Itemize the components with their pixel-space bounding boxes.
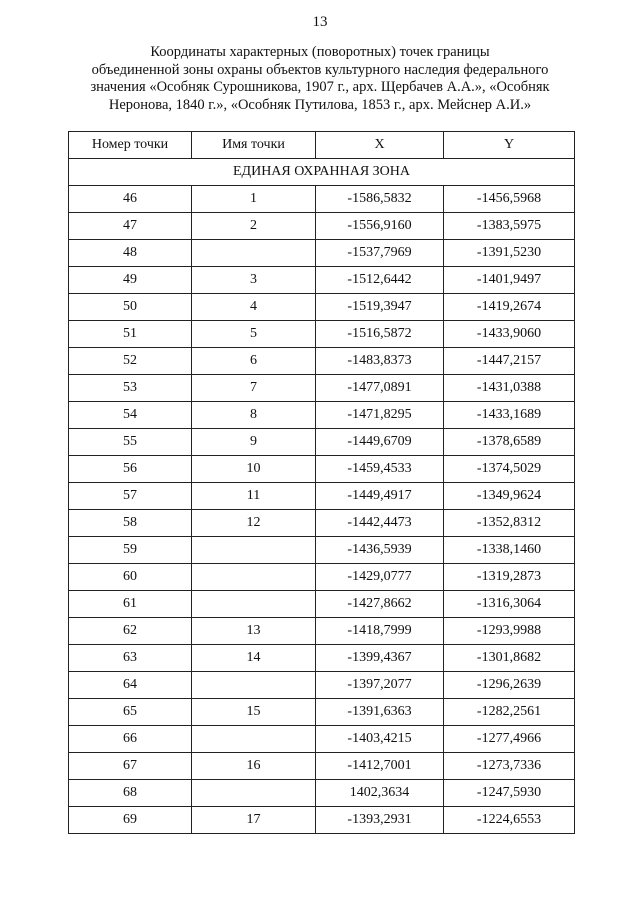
cell-point-name: 9 xyxy=(192,429,316,456)
cell-point-number: 54 xyxy=(69,402,192,429)
heading-line: объединенной зоны охраны объектов культурного наследия федерального xyxy=(91,61,549,78)
cell-y: -1247,5930 xyxy=(444,780,575,807)
cell-x: -1477,0891 xyxy=(316,375,444,402)
cell-point-number: 57 xyxy=(69,483,192,510)
table-row xyxy=(69,780,575,807)
cell-point-name: 7 xyxy=(192,375,316,402)
table-row xyxy=(69,537,575,564)
cell-y: -1273,7336 xyxy=(444,753,575,780)
cell-x: -1399,4367 xyxy=(316,645,444,672)
cell-y: -1419,2674 xyxy=(444,294,575,321)
cell-x: -1483,8373 xyxy=(316,348,444,375)
cell-x: 1402,3634 xyxy=(316,780,444,807)
coordinates-table xyxy=(68,131,575,834)
cell-x: -1393,2931 xyxy=(316,807,444,834)
cell-y: -1349,9624 xyxy=(444,483,575,510)
cell-point-name xyxy=(192,672,316,699)
cell-point-number: 47 xyxy=(69,213,192,240)
cell-x: -1537,7969 xyxy=(316,240,444,267)
table-row xyxy=(69,564,575,591)
cell-point-name xyxy=(192,726,316,753)
cell-x: -1391,6363 xyxy=(316,699,444,726)
table-row xyxy=(69,618,575,645)
cell-x: -1418,7999 xyxy=(316,618,444,645)
zone-label: ЕДИНАЯ ОХРАННАЯ ЗОНА xyxy=(69,159,575,186)
zone-label-row xyxy=(69,159,575,186)
cell-x: -1519,3947 xyxy=(316,294,444,321)
cell-x: -1436,5939 xyxy=(316,537,444,564)
cell-x: -1429,0777 xyxy=(316,564,444,591)
cell-x: -1449,4917 xyxy=(316,483,444,510)
table-row xyxy=(69,591,575,618)
cell-point-number: 46 xyxy=(69,186,192,213)
cell-x: -1516,5872 xyxy=(316,321,444,348)
cell-y: -1447,2157 xyxy=(444,348,575,375)
table-row xyxy=(69,348,575,375)
cell-point-name: 15 xyxy=(192,699,316,726)
table-row xyxy=(69,753,575,780)
cell-point-name: 11 xyxy=(192,483,316,510)
cell-x: -1556,9160 xyxy=(316,213,444,240)
page-number: 13 xyxy=(312,14,328,30)
cell-x: -1403,4215 xyxy=(316,726,444,753)
heading-line: значения «Особняк Сурошникова, 1907 г., арх. Щербачев А.А.», «Особняк xyxy=(90,79,550,95)
cell-y: -1433,1689 xyxy=(444,402,575,429)
column-header-y: Y xyxy=(444,132,575,159)
cell-point-number: 64 xyxy=(69,672,192,699)
table-row xyxy=(69,699,575,726)
table-row xyxy=(69,267,575,294)
cell-y: -1401,9497 xyxy=(444,267,575,294)
cell-point-name: 6 xyxy=(192,348,316,375)
table-row xyxy=(69,483,575,510)
column-header-point-name: Имя точки xyxy=(192,132,316,159)
table-row xyxy=(69,240,575,267)
cell-point-name xyxy=(192,240,316,267)
cell-point-number: 68 xyxy=(69,780,192,807)
cell-point-number: 53 xyxy=(69,375,192,402)
cell-x: -1586,5832 xyxy=(316,186,444,213)
cell-y: -1391,5230 xyxy=(444,240,575,267)
cell-point-number: 49 xyxy=(69,267,192,294)
table-row xyxy=(69,213,575,240)
cell-point-number: 52 xyxy=(69,348,192,375)
heading-line: Неронова, 1840 г.», «Особняк Путилова, 1853 г., арх. Мейснер А.И.» xyxy=(108,96,532,113)
table-row xyxy=(69,294,575,321)
cell-point-name: 16 xyxy=(192,753,316,780)
cell-point-name xyxy=(192,564,316,591)
cell-y: -1224,6553 xyxy=(444,807,575,834)
cell-y: -1433,9060 xyxy=(444,321,575,348)
cell-point-name: 14 xyxy=(192,645,316,672)
cell-y: -1378,6589 xyxy=(444,429,575,456)
cell-point-name: 1 xyxy=(192,186,316,213)
cell-y: -1277,4966 xyxy=(444,726,575,753)
cell-point-name: 2 xyxy=(192,213,316,240)
table-row xyxy=(69,456,575,483)
table-row xyxy=(69,672,575,699)
cell-y: -1383,5975 xyxy=(444,213,575,240)
cell-y: -1282,2561 xyxy=(444,699,575,726)
cell-point-name xyxy=(192,537,316,564)
cell-point-name: 8 xyxy=(192,402,316,429)
cell-point-number: 58 xyxy=(69,510,192,537)
cell-point-name: 13 xyxy=(192,618,316,645)
cell-point-name: 5 xyxy=(192,321,316,348)
cell-point-name: 17 xyxy=(192,807,316,834)
cell-point-number: 61 xyxy=(69,591,192,618)
table-row xyxy=(69,807,575,834)
cell-x: -1412,7001 xyxy=(316,753,444,780)
table-row xyxy=(69,186,575,213)
cell-point-number: 50 xyxy=(69,294,192,321)
cell-point-name xyxy=(192,591,316,618)
cell-point-name xyxy=(192,780,316,807)
table-row xyxy=(69,645,575,672)
cell-y: -1456,5968 xyxy=(444,186,575,213)
table-row xyxy=(69,375,575,402)
cell-point-name: 12 xyxy=(192,510,316,537)
cell-x: -1442,4473 xyxy=(316,510,444,537)
cell-y: -1338,1460 xyxy=(444,537,575,564)
table-row xyxy=(69,429,575,456)
cell-y: -1296,2639 xyxy=(444,672,575,699)
cell-y: -1374,5029 xyxy=(444,456,575,483)
cell-point-number: 63 xyxy=(69,645,192,672)
table-row xyxy=(69,726,575,753)
cell-x: -1397,2077 xyxy=(316,672,444,699)
cell-point-number: 66 xyxy=(69,726,192,753)
cell-point-name: 10 xyxy=(192,456,316,483)
cell-y: -1319,2873 xyxy=(444,564,575,591)
column-header-point-number: Номер точки xyxy=(69,132,192,159)
cell-y: -1431,0388 xyxy=(444,375,575,402)
column-header-x: X xyxy=(316,132,444,159)
cell-point-number: 59 xyxy=(69,537,192,564)
table-row xyxy=(69,402,575,429)
cell-point-number: 67 xyxy=(69,753,192,780)
cell-y: -1316,3064 xyxy=(444,591,575,618)
document-heading xyxy=(40,44,600,114)
heading-line: Координаты характерных (поворотных) точек границы xyxy=(150,44,490,60)
cell-y: -1301,8682 xyxy=(444,645,575,672)
cell-x: -1459,4533 xyxy=(316,456,444,483)
cell-point-name: 3 xyxy=(192,267,316,294)
table-row xyxy=(69,510,575,537)
cell-point-number: 60 xyxy=(69,564,192,591)
cell-x: -1449,6709 xyxy=(316,429,444,456)
cell-y: -1352,8312 xyxy=(444,510,575,537)
cell-x: -1471,8295 xyxy=(316,402,444,429)
cell-point-number: 55 xyxy=(69,429,192,456)
cell-point-number: 65 xyxy=(69,699,192,726)
cell-y: -1293,9988 xyxy=(444,618,575,645)
table-row xyxy=(69,321,575,348)
table-header-row xyxy=(69,132,575,159)
cell-point-number: 51 xyxy=(69,321,192,348)
cell-point-name: 4 xyxy=(192,294,316,321)
cell-point-number: 62 xyxy=(69,618,192,645)
cell-point-number: 48 xyxy=(69,240,192,267)
cell-point-number: 69 xyxy=(69,807,192,834)
cell-point-number: 56 xyxy=(69,456,192,483)
cell-x: -1427,8662 xyxy=(316,591,444,618)
cell-x: -1512,6442 xyxy=(316,267,444,294)
